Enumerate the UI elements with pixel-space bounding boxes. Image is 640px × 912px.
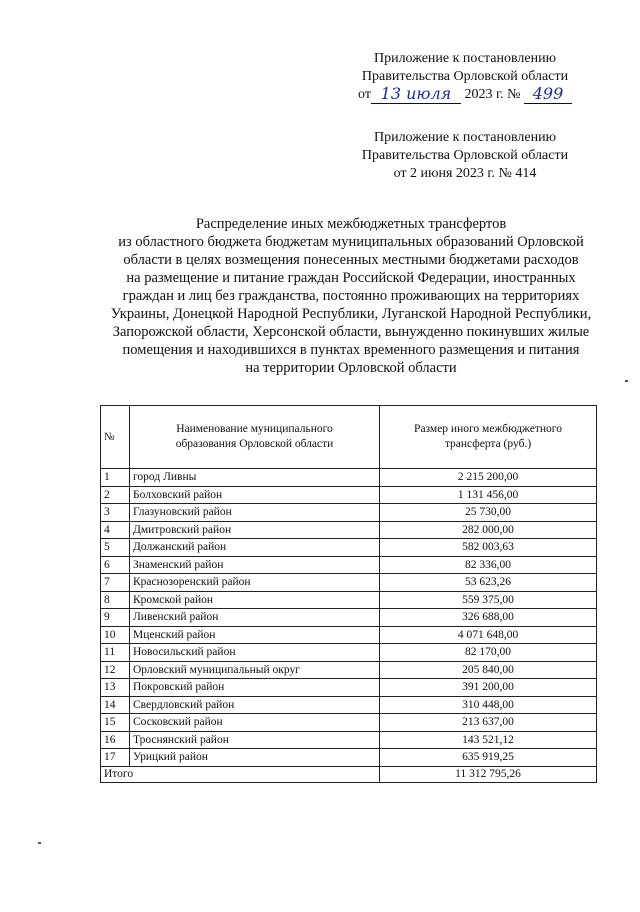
transfers-table <box>100 405 597 783</box>
title-line: помещения и находившихся в пунктах временного размещения и питания <box>122 342 580 358</box>
transfer-amount: 391 200,00 <box>380 679 597 697</box>
municipality-name: Покровский район <box>130 679 380 697</box>
header-old-line3: от 2 июня 2023 г. № 414 <box>393 166 537 181</box>
municipality-name: Новосильский район <box>130 644 380 662</box>
row-number: 6 <box>101 556 130 574</box>
row-number: 8 <box>101 591 130 609</box>
table-row <box>101 679 597 697</box>
municipality-name: Троснянский район <box>130 731 380 749</box>
municipality-name: город Ливны <box>130 469 380 487</box>
header-old-line1: Приложение к постановлению <box>373 130 557 145</box>
header-new-prefix: от <box>358 87 371 102</box>
table-row <box>101 539 597 557</box>
table-row <box>101 469 597 487</box>
table-row <box>101 486 597 504</box>
row-number: 14 <box>101 696 130 714</box>
transfer-amount: 2 215 200,00 <box>380 469 597 487</box>
transfer-amount: 4 071 648,00 <box>380 626 597 644</box>
row-number: 11 <box>101 644 130 662</box>
row-number: 12 <box>101 661 130 679</box>
header-old-line2: Правительства Орловской области <box>361 148 569 163</box>
table-row <box>101 521 597 539</box>
table-row <box>101 696 597 714</box>
row-number: 3 <box>101 504 130 522</box>
column-header-number: № <box>101 406 130 469</box>
row-number: 16 <box>101 731 130 749</box>
row-number: 10 <box>101 626 130 644</box>
municipality-name: Свердловский район <box>130 696 380 714</box>
title-line: области в целях возмещения понесенных местными бюджетами расходов <box>123 252 579 268</box>
resolution-header-new <box>330 50 600 104</box>
table-row <box>101 731 597 749</box>
total-value: 11 312 795,26 <box>380 766 597 782</box>
transfer-amount: 282 000,00 <box>380 521 597 539</box>
column-header-name-line2: образования Орловской области <box>175 438 334 450</box>
scan-speck <box>625 380 628 382</box>
transfer-amount: 82 170,00 <box>380 644 597 662</box>
transfer-amount: 326 688,00 <box>380 609 597 627</box>
table-row <box>101 504 597 522</box>
municipality-name: Орловский муниципальный округ <box>130 661 380 679</box>
municipality-name: Урицкий район <box>130 749 380 767</box>
document-title <box>96 215 606 377</box>
row-number: 1 <box>101 469 130 487</box>
table-row <box>101 661 597 679</box>
table-body <box>101 469 597 767</box>
transfer-amount: 82 336,00 <box>380 556 597 574</box>
title-line: Украины, Донецкой Народной Республики, Луганской Народной Республики, <box>110 306 592 322</box>
transfer-amount: 143 521,12 <box>380 731 597 749</box>
row-number: 17 <box>101 749 130 767</box>
transfer-amount: 53 623,26 <box>380 574 597 592</box>
title-line: на размещение и питание граждан Российской Федерации, иностранных <box>126 270 576 286</box>
table-row <box>101 591 597 609</box>
total-label: Итого <box>101 766 380 782</box>
row-number: 15 <box>101 714 130 732</box>
total-row <box>101 766 597 782</box>
handwritten-date: 13 июля <box>371 87 461 104</box>
transfer-amount: 1 131 456,00 <box>380 486 597 504</box>
column-header-value <box>380 406 597 469</box>
column-header-value-line2: трансферта (руб.) <box>444 438 532 450</box>
municipality-name: Глазуновский район <box>130 504 380 522</box>
header-new-date-line <box>330 86 600 104</box>
column-header-name <box>130 406 380 469</box>
title-line: Распределение иных межбюджетных трансфертов <box>195 216 507 232</box>
header-new-line2: Правительства Орловской области <box>361 69 569 84</box>
column-header-name-line1: Наименование муниципального <box>176 423 333 435</box>
municipality-name: Кромской район <box>130 591 380 609</box>
transfer-amount: 310 448,00 <box>380 696 597 714</box>
column-header-value-line1: Размер иного межбюджетного <box>414 423 562 435</box>
transfer-amount: 25 730,00 <box>380 504 597 522</box>
title-line: Запорожской области, Херсонской области, вынужденно покинувших жилые <box>112 324 590 340</box>
table-row <box>101 714 597 732</box>
table-row <box>101 644 597 662</box>
resolution-header-old <box>330 129 600 183</box>
handwritten-number: 499 <box>524 87 572 104</box>
municipality-name: Болховский район <box>130 486 380 504</box>
municipality-name: Ливенский район <box>130 609 380 627</box>
transfer-amount: 213 637,00 <box>380 714 597 732</box>
row-number: 7 <box>101 574 130 592</box>
transfer-amount: 582 003,63 <box>380 539 597 557</box>
table-row <box>101 609 597 627</box>
row-number: 2 <box>101 486 130 504</box>
row-number: 4 <box>101 521 130 539</box>
transfer-amount: 559 375,00 <box>380 591 597 609</box>
scan-speck <box>38 842 41 844</box>
header-new-line1: Приложение к постановлению <box>373 51 557 66</box>
row-number: 5 <box>101 539 130 557</box>
title-line: граждан и лиц без гражданства, постоянно проживающих на территориях <box>122 288 580 304</box>
title-line: на территории Орловской области <box>245 360 457 376</box>
municipality-name: Знаменский район <box>130 556 380 574</box>
title-line: из областного бюджета бюджетам муниципальных образований Орловской <box>118 234 584 250</box>
table-row <box>101 574 597 592</box>
row-number: 9 <box>101 609 130 627</box>
municipality-name: Краснозоренский район <box>130 574 380 592</box>
header-new-year: 2023 г. № <box>464 87 521 102</box>
transfer-amount: 205 840,00 <box>380 661 597 679</box>
municipality-name: Дмитровский район <box>130 521 380 539</box>
table-header-row <box>101 406 597 469</box>
transfer-amount: 635 919,25 <box>380 749 597 767</box>
municipality-name: Сосковский район <box>130 714 380 732</box>
municipality-name: Мценский район <box>130 626 380 644</box>
table-row <box>101 749 597 767</box>
table-row <box>101 556 597 574</box>
row-number: 13 <box>101 679 130 697</box>
municipality-name: Должанский район <box>130 539 380 557</box>
table-row <box>101 626 597 644</box>
